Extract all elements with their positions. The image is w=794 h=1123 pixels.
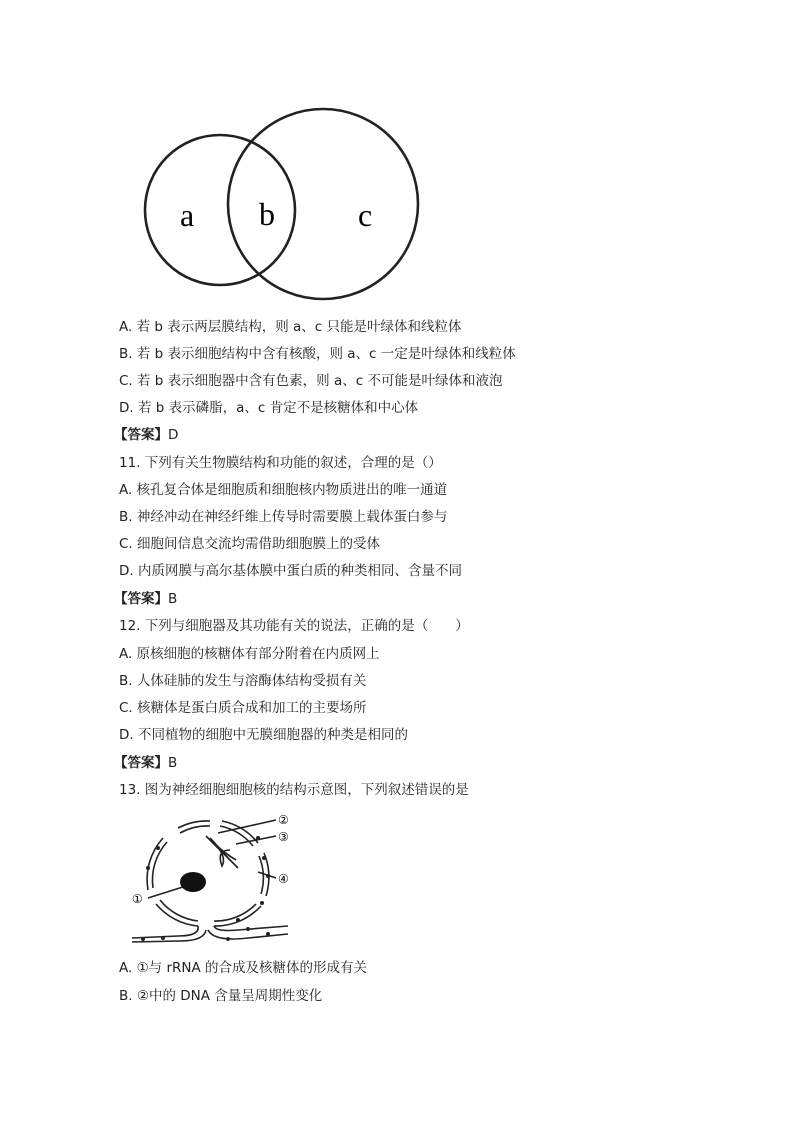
venn-circle-right — [228, 109, 418, 299]
answer-tag: 【答案】 — [114, 755, 168, 771]
venn-label-c: c — [358, 197, 373, 233]
venn-diagram — [140, 105, 425, 305]
q12-option-b: B. 人体硅肺的发生与溶酶体结构受损有关 — [119, 673, 367, 689]
q13-option-b: B. ②中的 DNA 含量呈周期性变化 — [119, 988, 323, 1004]
q12-stem: 12. 下列与细胞器及其功能有关的说法，正确的是（ ） — [119, 618, 469, 634]
q12-answer — [114, 754, 177, 772]
q12-option-d: D. 不同植物的细胞中无膜细胞器的种类是相同的 — [119, 727, 408, 743]
q11-stem: 11. 下列有关生物膜结构和功能的叙述，合理的是（） — [119, 455, 442, 471]
nucleus-diagram — [118, 808, 298, 948]
label-1: ① — [132, 892, 143, 906]
q11-answer — [114, 590, 177, 608]
venn-label-a: a — [180, 197, 195, 233]
q11-option-b: B. 神经冲动在神经纤维上传导时需要膜上载体蛋白参与 — [119, 509, 448, 525]
q13-option-a: A. ①与 rRNA 的合成及核糖体的形成有关 — [119, 960, 368, 976]
q12-option-a: A. 原核细胞的核糖体有部分附着在内质网上 — [119, 646, 380, 662]
q10-option-b: B. 若 b 表示细胞结构中含有核酸，则 a、c 一定是叶绿体和线粒体 — [119, 346, 516, 362]
answer-value: D — [168, 427, 179, 443]
q10-option-c: C. 若 b 表示细胞器中含有色素，则 a、c 不可能是叶绿体和液泡 — [119, 373, 503, 389]
answer-value: B — [168, 591, 178, 607]
answer-tag: 【答案】 — [114, 427, 168, 443]
answer-value: B — [168, 755, 178, 771]
answer-tag: 【答案】 — [114, 591, 168, 607]
q10-answer — [114, 426, 178, 444]
q10-option-a: A. 若 b 表示两层膜结构，则 a、c 只能是叶绿体和线粒体 — [119, 319, 462, 335]
label-4: ④ — [278, 872, 289, 886]
q11-option-c: C. 细胞间信息交流均需借助细胞膜上的受体 — [119, 536, 381, 552]
label-2: ② — [278, 813, 289, 827]
label-3: ③ — [278, 830, 289, 844]
q10-option-d: D. 若 b 表示磷脂，a、c 肯定不是核糖体和中心体 — [119, 400, 419, 416]
venn-label-b: b — [259, 196, 275, 232]
nucleolus — [180, 872, 206, 892]
q12-option-c: C. 核糖体是蛋白质合成和加工的主要场所 — [119, 700, 367, 716]
q11-option-d: D. 内质网膜与高尔基体膜中蛋白质的种类相同、含量不同 — [119, 563, 462, 579]
q11-option-a: A. 核孔复合体是细胞质和细胞核内物质进出的唯一通道 — [119, 482, 448, 498]
q13-stem: 13. 图为神经细胞细胞核的结构示意图，下列叙述错误的是 — [119, 782, 469, 798]
